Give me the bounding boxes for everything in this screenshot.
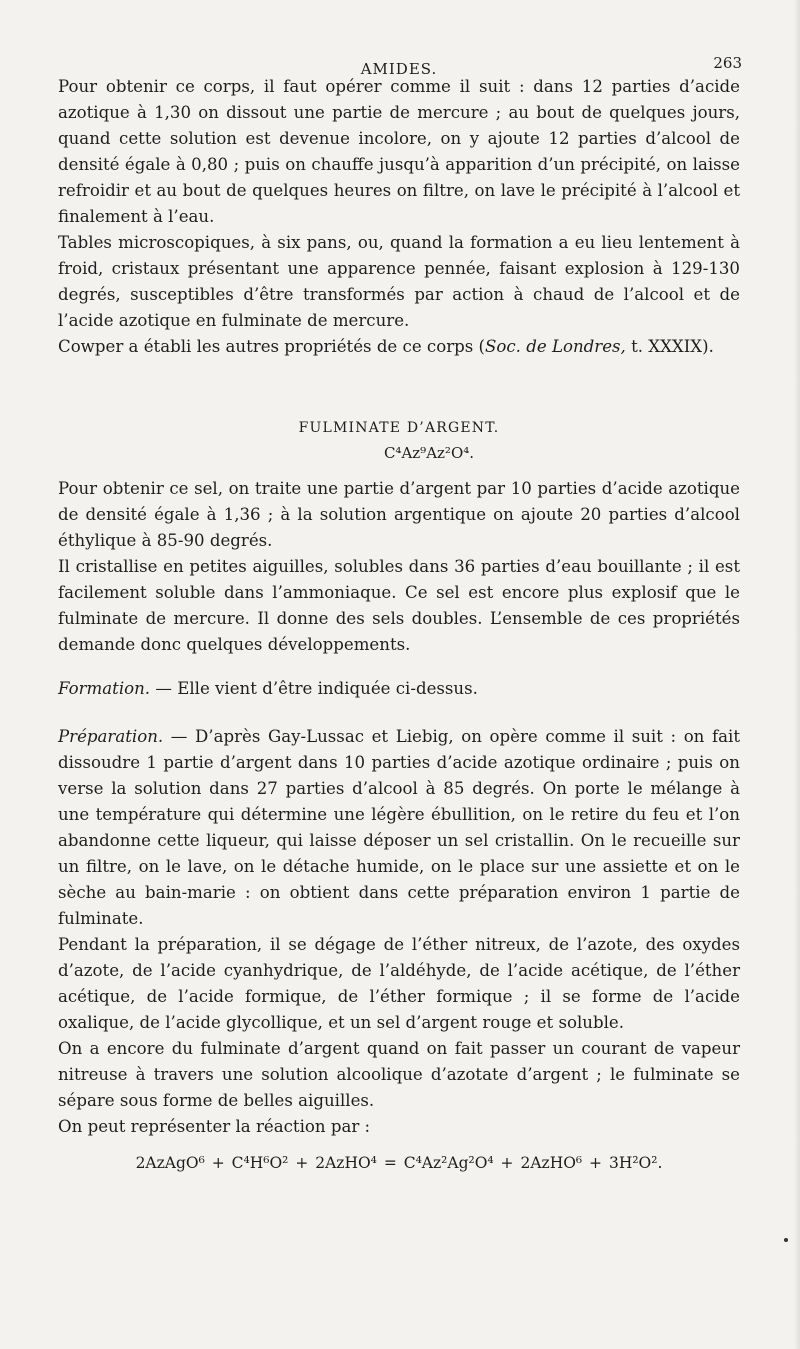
- formation-label: Formation.: [58, 679, 151, 698]
- paragraph: On a encore du fulminate d’argent quand on fait passer un courant de vapeur nitreuse à travers une solution alcoolique d’azotate d’argent ; le fulminate se sépare sous forme de belles aiguilles.: [58, 1039, 740, 1110]
- preparation-text: — D’après Gay-Lussac et Liebig, on opère comme il suit : on fait dissoudre 1 partie d’argent dans 10 parties d’acide azotique ordinaire ; puis on verse la solution dans 27 parties d’alcool à 85 degrés. On porte le mélange à une température qui détermine une légère ébullition, on le retire du feu et l’on abandonne cette liqueur, qui laisse déposer un sel cristallin. On le recueille sur un filtre, on le lave, on le détache humide, on le place sur une assiette et on le sèche au bain-marie : on obtient dans cette préparation environ 1 partie de fulminate.: [58, 727, 740, 928]
- cowper-reference: Soc. de Londres,: [485, 337, 626, 356]
- running-head-title: AMIDES.: [360, 60, 438, 78]
- margin-mark: [784, 1238, 788, 1242]
- cowper-tail: t. XXXIX).: [625, 337, 714, 356]
- paragraph-cowper: [58, 334, 740, 360]
- paragraph-formation: [58, 676, 740, 702]
- page-edge-shadow: [794, 0, 800, 1349]
- paragraph: Pour obtenir ce sel, on traite une partie d’argent par 10 parties d’acide azotique de densité égale à 1,36 ; à la solution argentique on ajoute 20 parties d’alcool éthylique à 85-90 degrés.: [58, 479, 740, 550]
- paragraph: Pour obtenir ce corps, il faut opérer comme il suit : dans 12 parties d’acide azotique à 1,30 on dissout une partie de mercure ; au bout de quelques jours, quand cette solution est devenue incolore, on y ajoute 12 parties d’alcool de densité égale à 0,80 ; puis on chauffe jusqu’à apparition d’un précipité, on laisse refroidir et au bout de quelques heures on filtre, on lave le précipité à l’alcool et finalement à l’eau.: [58, 77, 740, 226]
- paragraph: Il cristallise en petites aiguilles, solubles dans 36 parties d’eau bouillante ; il est facilement soluble dans l’ammoniaque. Ce sel est encore plus explosif que le fulminate de mercure. Il donne des sels doubles. L’ensemble de ces propriétés demande donc quelques développements.: [58, 557, 740, 654]
- section-formula: C⁴Az⁹Az²O⁴.: [383, 444, 475, 462]
- paragraph-preparation: [58, 724, 740, 932]
- running-head: [58, 48, 742, 78]
- cowper-text: Cowper a établi les autres propriétés de ce corps (: [58, 337, 486, 356]
- paragraph: On peut représenter la réaction par :: [58, 1117, 371, 1136]
- paragraph: Pendant la préparation, il se dégage de l’éther nitreux, de l’azote, des oxydes d’azote, de l’acide cyanhydrique, de l’aldéhyde, de l’acide acétique, de l’éther acétique, de l’acide formique, de l’éther formique ; il se forme de l’acide oxalique, de l’acide glycollique, et un sel d’argent rouge et soluble.: [58, 935, 740, 1032]
- section-heading: FULMINATE D’ARGENT.: [298, 420, 500, 436]
- reaction-equation: 2AzAgO⁶ + C⁴H⁶O² + 2AzHO⁴ = C⁴Az²Ag²O⁴ + 2AzHO⁶ + 3H²O².: [135, 1154, 663, 1172]
- paragraph: Tables microscopiques, à six pans, ou, quand la formation a eu lieu lentement à froid, cristaux présentant une apparence pennée, faisant explosion à 129-130 degrés, susceptibles d’être transformés par action à chaud de l’alcool et de l’acide azotique en fulminate de mercure.: [58, 233, 740, 330]
- preparation-label: Préparation.: [58, 727, 164, 746]
- page-number: 263: [713, 54, 742, 72]
- formation-text: — Elle vient d’être indiquée ci-dessus.: [150, 679, 478, 698]
